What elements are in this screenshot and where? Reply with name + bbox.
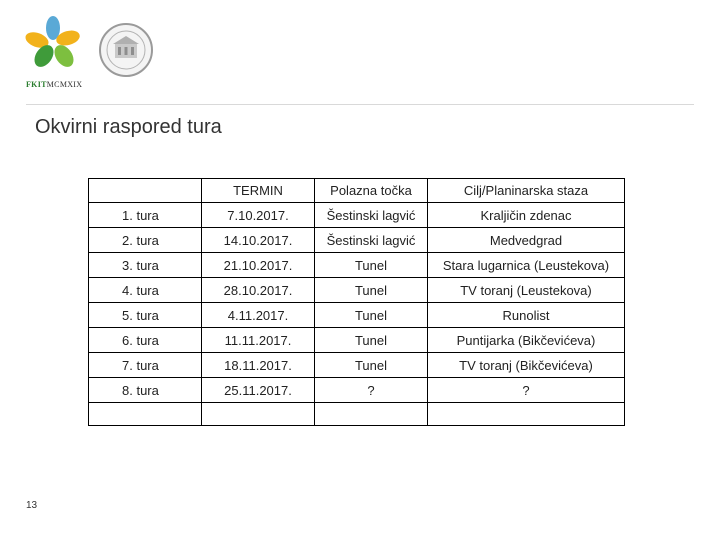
tour-cell: 6. tura — [89, 328, 202, 353]
page-number: 13 — [26, 500, 38, 511]
header-cell: TERMIN — [202, 179, 315, 203]
destination-cell: Runolist — [428, 303, 625, 328]
empty-cell — [428, 403, 625, 426]
table-row — [89, 278, 625, 303]
empty-cell — [202, 403, 315, 426]
destination-cell: Medvedgrad — [428, 228, 625, 253]
destination-cell: TV toranj (Leustekova) — [428, 278, 625, 303]
date-cell: 4.11.2017. — [202, 303, 315, 328]
tour-cell: 1. tura — [89, 203, 202, 228]
destination-cell: ? — [428, 378, 625, 403]
header-cell: Cilj/Planinarska staza — [428, 179, 625, 203]
date-cell: 7.10.2017. — [202, 203, 315, 228]
start-cell: Tunel — [315, 253, 428, 278]
header-logos — [22, 14, 162, 94]
table-row — [89, 353, 625, 378]
date-cell: 28.10.2017. — [202, 278, 315, 303]
tour-schedule-table — [88, 178, 625, 426]
start-cell: ? — [315, 378, 428, 403]
table-row — [89, 378, 625, 403]
tour-cell: 4. tura — [89, 278, 202, 303]
destination-cell: Stara lugarnica (Leustekova) — [428, 253, 625, 278]
empty-table-row — [89, 403, 625, 426]
destination-cell: Puntijarka (Bikčevićeva) — [428, 328, 625, 353]
tour-cell: 5. tura — [89, 303, 202, 328]
fkit-leaf-logo — [22, 14, 84, 74]
header-cell: Polazna točka — [315, 179, 428, 203]
fkit-logo-text: FKITMCMXIX — [26, 80, 83, 89]
destination-cell: Kraljičin zdenac — [428, 203, 625, 228]
destination-cell: TV toranj (Bikčevićeva) — [428, 353, 625, 378]
start-cell: Tunel — [315, 353, 428, 378]
tour-cell: 3. tura — [89, 253, 202, 278]
tour-cell: 7. tura — [89, 353, 202, 378]
date-cell: 25.11.2017. — [202, 378, 315, 403]
tour-cell: 8. tura — [89, 378, 202, 403]
header-cell — [89, 179, 202, 203]
start-cell: Šestinski lagvić — [315, 203, 428, 228]
start-cell: Tunel — [315, 303, 428, 328]
header-divider — [26, 104, 694, 105]
empty-cell — [89, 403, 202, 426]
table-row — [89, 203, 625, 228]
date-cell: 18.11.2017. — [202, 353, 315, 378]
date-cell: 14.10.2017. — [202, 228, 315, 253]
table-row — [89, 328, 625, 353]
date-cell: 11.11.2017. — [202, 328, 315, 353]
start-cell: Šestinski lagvić — [315, 228, 428, 253]
table-row — [89, 303, 625, 328]
table-header-row — [89, 179, 625, 203]
date-cell: 21.10.2017. — [202, 253, 315, 278]
empty-cell — [315, 403, 428, 426]
university-seal-logo — [98, 22, 154, 78]
start-cell: Tunel — [315, 278, 428, 303]
start-cell: Tunel — [315, 328, 428, 353]
page-title: Okvirni raspored tura — [35, 116, 222, 138]
tour-cell: 2. tura — [89, 228, 202, 253]
table-row — [89, 253, 625, 278]
table-row — [89, 228, 625, 253]
